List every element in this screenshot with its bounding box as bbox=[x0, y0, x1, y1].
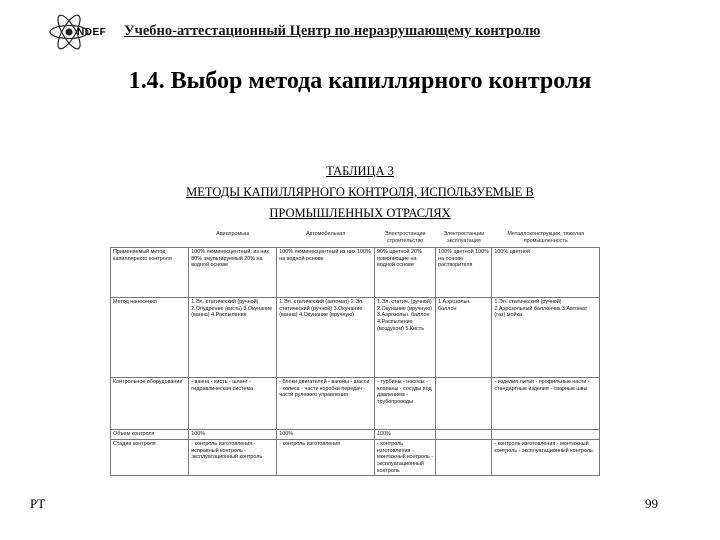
table-row bbox=[111, 430, 600, 440]
row-label: Стадия контроля bbox=[111, 440, 189, 476]
table-cell bbox=[492, 430, 600, 440]
table-cell bbox=[436, 440, 492, 476]
table-cell: 100% bbox=[189, 430, 277, 440]
atom-logo-icon bbox=[47, 10, 109, 54]
table-cell: 100% цветной 100% на основе растворителя bbox=[436, 248, 492, 298]
table-cell: 90% цветной 20% помогающие на водной основе bbox=[375, 248, 436, 298]
table-header-cell: Электростанции эксплуатация bbox=[443, 231, 485, 244]
table-cell bbox=[436, 378, 492, 430]
table-row bbox=[111, 248, 600, 298]
row-label: Метод нанесения bbox=[111, 298, 189, 378]
table-row bbox=[111, 440, 600, 476]
table-cell: - изделия литья - профильные части - стандартные изделия - сварные швы bbox=[492, 378, 600, 430]
logo-text: NDEF bbox=[77, 27, 107, 38]
table-header-cell bbox=[111, 230, 189, 248]
table-caption-line: ПРОМЫШЛЕННЫХ ОТРАСЛЯХ bbox=[269, 206, 451, 220]
row-label: Применяемый метод капиллярного контроля bbox=[111, 248, 189, 298]
table-cell: 1.Аэрозольн. баллон bbox=[436, 298, 492, 378]
row-label: Объем контроля bbox=[111, 430, 189, 440]
table-cell: - блоки двигателей - вагоны - шасси - колеса - части коробки передач - части рулевого управления bbox=[277, 378, 375, 430]
table-cell: 100% bbox=[277, 430, 375, 440]
table-header-cell: Металлоконструкции, тяжелая промышленность bbox=[507, 231, 585, 244]
table-cell: 1.Эл. статический (автомат) 2.Эл. статический (ручной) 3.Окунание (ванна) 4.Окунание (вручную) bbox=[277, 298, 375, 378]
table-cell: - контроль изготовления - монтажный контроль - эксплуатационный контроль bbox=[492, 440, 600, 476]
table-cell: - контроль изготовления bbox=[277, 440, 375, 476]
table-row bbox=[111, 298, 600, 378]
row-label: Контрольное оборудование bbox=[111, 378, 189, 430]
table-cell: 100% цветной bbox=[492, 248, 600, 298]
table-header-cell: Электростанции строительство bbox=[384, 231, 426, 244]
table-cell: 100% люминесцентный: из них 80% эмульгируемый 20% на водной основе bbox=[189, 248, 277, 298]
methods-table bbox=[110, 230, 600, 492]
table-header-cell: Автомобильная bbox=[305, 231, 346, 237]
table-caption-number: ТАБЛИЦА 3 bbox=[326, 164, 394, 178]
slide-title: 1.4. Выбор метода капиллярного контроля bbox=[128, 68, 592, 94]
header-title: Учебно-аттестационный Центр по неразрушающему контролю bbox=[124, 23, 541, 39]
table-cell: - ванна - кисть - шланг - гидравлическая система bbox=[189, 378, 277, 430]
table-cell bbox=[436, 430, 492, 440]
table-cell: 1.Эл. статический (ручной) 2.Опудрение (кисть) 3.Окунание (ванна) 4.Распыление bbox=[189, 298, 277, 378]
footer-label: PT bbox=[30, 496, 46, 511]
table-cell: - турбины - насосы - клапаны - сосуды под давлением - трубопроводы bbox=[375, 378, 436, 430]
page-number: 99 bbox=[645, 496, 658, 511]
table-cell: 100% bbox=[375, 430, 436, 440]
table-cell: 100% люминесцентный из них 100% на водной основе bbox=[277, 248, 375, 298]
table-caption-line: МЕТОДЫ КАПИЛЛЯРНОГО КОНТРОЛЯ, ИСПОЛЬЗУЕМЫЕ В bbox=[186, 185, 534, 199]
table-cell: - контроль изготовления - монтажный контроль - эксплуатационный контроль bbox=[375, 440, 436, 476]
table-header-cell: Авиапромыш bbox=[216, 231, 250, 237]
table-cell: - контроль изготовления - исправный контроль - эксплуатационный контроль bbox=[189, 440, 277, 476]
table-cell: 1.Эл. статический (ручной) 2.Аэрозольный баллончик 3.Автомат (газ) мойка bbox=[492, 298, 600, 378]
table-row bbox=[111, 378, 600, 430]
table-cell: 1.Эл. статич. (ручной) 2.Окунание (вручную) 3.Аэрозольн. баллон 4.Распыление (воздухом) 5.Кисть bbox=[375, 298, 436, 378]
table-header-row bbox=[111, 230, 600, 248]
